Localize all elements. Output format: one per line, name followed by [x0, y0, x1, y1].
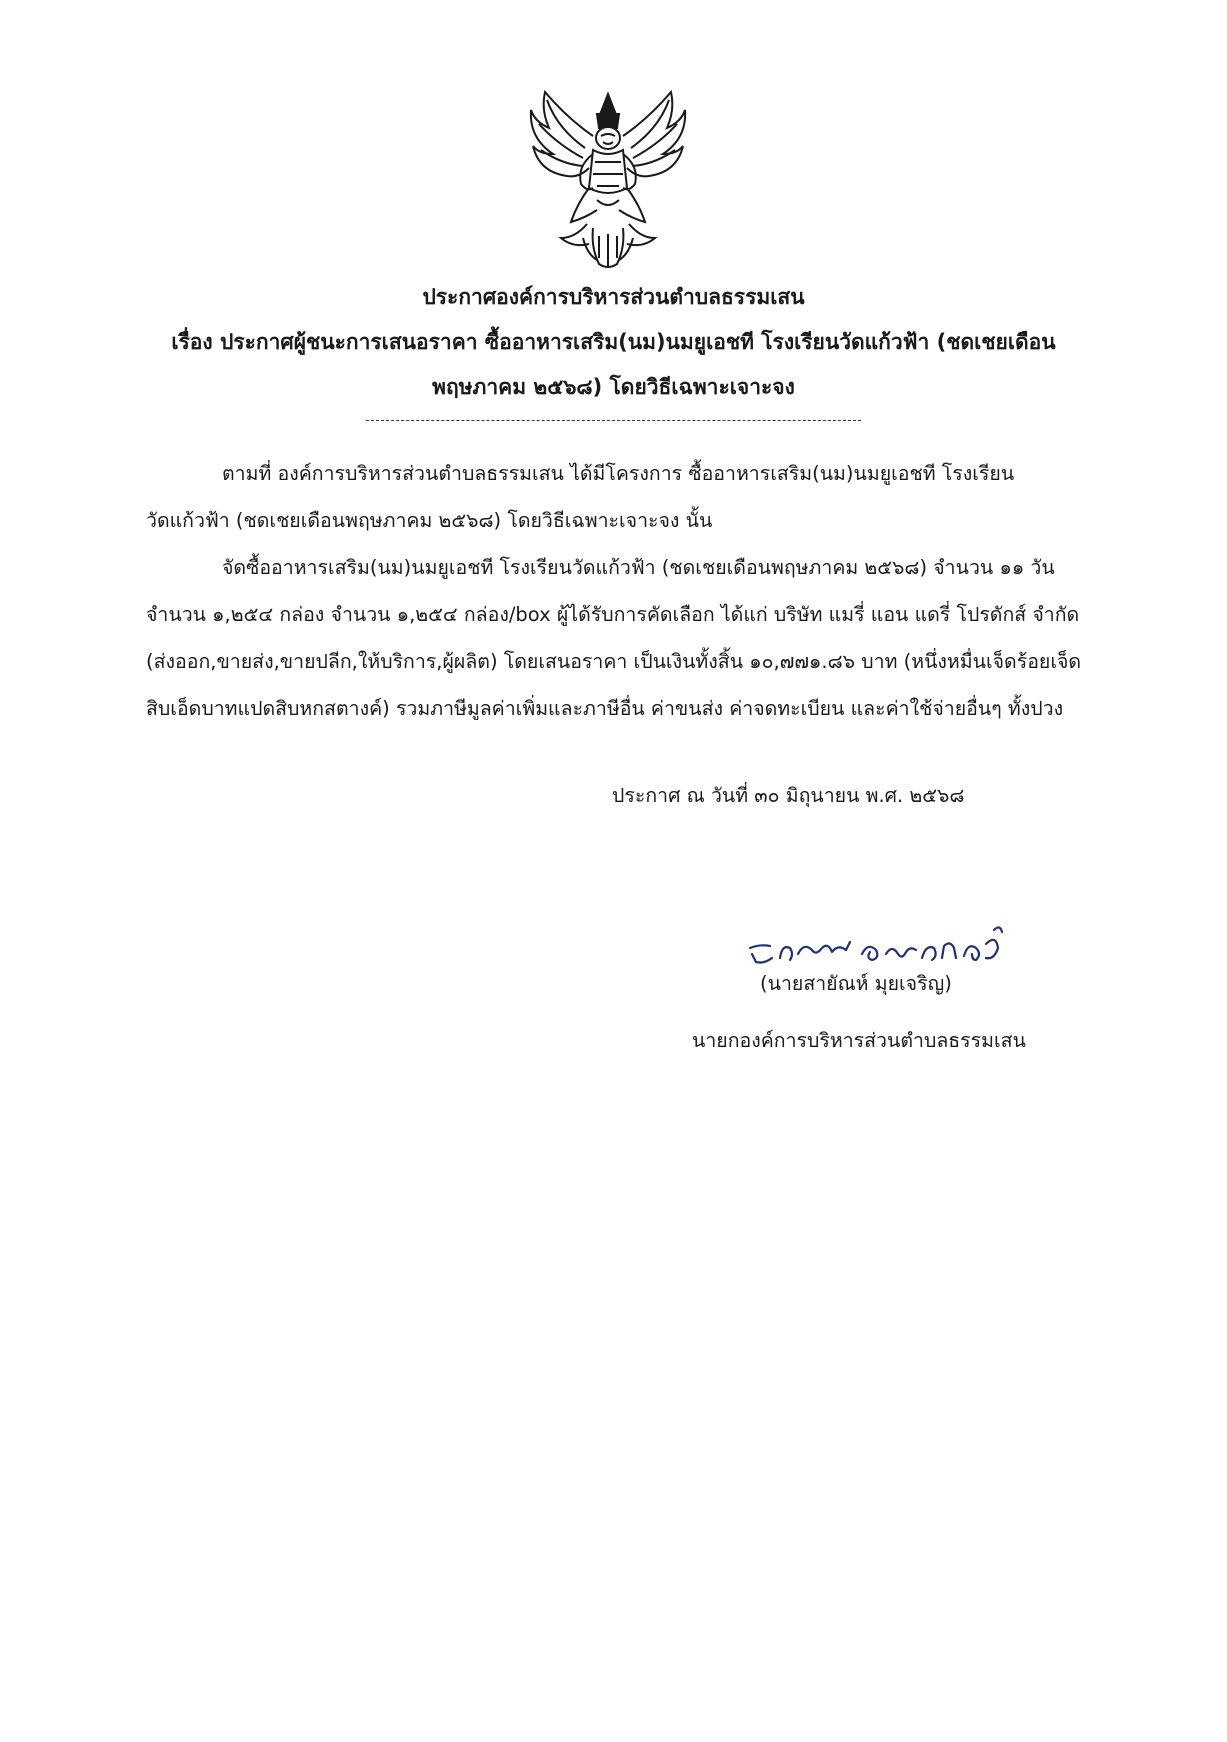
- paragraph-2-line-4: สิบเอ็ดบาทแปดสิบหกสตางค์) รวมภาษีมูลค่าเพิ่มและภาษีอื่น ค่าขนส่ง ค่าจดทะเบียน และค่าใช้จ่ายอื่นๆ ทั้งปวง: [146, 697, 1064, 720]
- paragraph-2-line-3: (ส่งออก,ขายส่ง,ขายปลีก,ให้บริการ,ผู้ผลิต) โดยเสนอราคา เป็นเงินทั้งสิ้น ๑๐,๗๗๑.๘๖ บาท (หนึ่งหมื่นเจ็ดร้อยเจ็ด: [146, 650, 1082, 673]
- paragraph-1-line-2: วัดแก้วฟ้า (ชดเชยเดือนพฤษภาคม ๒๕๖๘) โดยวิธีเฉพาะเจาะจง นั้น: [146, 509, 713, 532]
- subject-line-2: พฤษภาคม ๒๕๖๘) โดยวิธีเฉพาะเจาะจง: [432, 375, 795, 399]
- paragraph-1-line-1: ตามที่ องค์การบริหารส่วนตำบลธรรมเสน ได้มีโครงการ ซื้ออาหารเสริม(นม)นมยูเอชที โรงเรียน: [222, 462, 1015, 485]
- garuda-emblem-icon: [527, 88, 690, 273]
- divider-line: [366, 420, 861, 421]
- paragraph-2-line-1: จัดซื้ออาหารเสริม(นม)นมยูเอชที โรงเรียนวัดแก้วฟ้า (ชดเชยเดือนพฤษภาคม ๒๕๖๘) จำนวน ๑๑ วัน: [222, 556, 1055, 579]
- announce-date: ประกาศ ณ วันที่ ๓๐ มิถุนายน พ.ศ. ๒๕๖๘: [612, 784, 965, 807]
- signer-position: นายกองค์การบริหารส่วนตำบลธรรมเสน: [692, 1029, 1026, 1052]
- signer-name: (นายสายัณห์ มุยเจริญ): [760, 972, 952, 995]
- handwritten-signature: [746, 914, 1026, 974]
- subject-line-1: เรื่อง ประกาศผู้ชนะการเสนอราคา ซื้ออาหารเสริม(นม)นมยูเอชที โรงเรียนวัดแก้วฟ้า (ชดเชยเดือน: [171, 330, 1056, 354]
- paragraph-2-line-2: จำนวน ๑,๒๕๔ กล่อง จำนวน ๑,๒๕๔ กล่อง/box ผู้ได้รับการคัดเลือก ได้แก่ บริษัท แมรี่ แอน แดรี่ โปรดักส์ จำกัด: [146, 603, 1080, 626]
- announcement-title: ประกาศองค์การบริหารส่วนตำบลธรรมเสน: [422, 285, 805, 309]
